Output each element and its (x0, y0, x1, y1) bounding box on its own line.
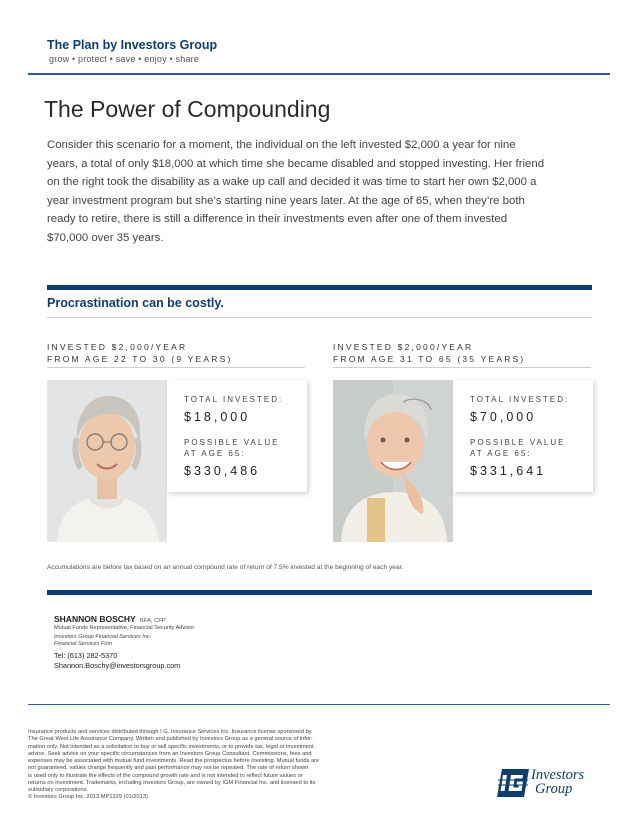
right-invest-line1: INVESTED $2,000/YEAR (333, 342, 474, 352)
logo-word-investors: Investors (531, 767, 585, 783)
brand-tagline: grow • protect • save • enjoy • share (49, 54, 200, 64)
intro-line: on the right took the disability as a wake up call and decided it was time to start her own $2,000 a (47, 176, 537, 188)
advisor-company: Investors Group Financial Services Inc. (54, 634, 152, 640)
copyright-line: © Investors Group Inc. 2013 MP1329 (01/2013) (28, 794, 148, 801)
intro-line: year investment program but she’s starting nine years later. At the age of 65, when they’re both (47, 194, 525, 207)
investors-group-logo (497, 767, 605, 799)
section-title: Procrastination can be costly. (47, 296, 224, 310)
advisor-email[interactable]: Shannon.Boschy@investorsgroup.com (54, 661, 181, 670)
advisor-band-rule (47, 590, 592, 595)
intro-line: years, a total of only $18,000 at which time she became disabled and stopped investing. Her friend (47, 157, 545, 170)
section-subrule (47, 317, 592, 318)
intro-line: $70,000 over 35 years. (47, 231, 164, 244)
advisor-name-text: SHANNON BOSCHY (54, 614, 136, 624)
left-possible-line2: AT AGE 65: (184, 449, 246, 458)
left-invest-rule (47, 367, 305, 368)
left-total-label: TOTAL INVESTED: (184, 395, 284, 404)
advisor-tel: Tel: (613) 282-5370 (54, 651, 118, 660)
left-possible-value: $330,486 (184, 464, 261, 478)
disclaimer-line: not guaranteed, values change frequently and past performance may not be repeated. The rate of return shown (28, 765, 309, 772)
advisor-firm: Financial Services Firm (54, 641, 113, 647)
intro-paragraph (47, 136, 592, 247)
disclaimer-line: mation only. Not intended as a solicitation to buy or sell specific investments, or to provide tax, legal or investment (28, 743, 314, 750)
smiling-woman-photo (333, 380, 453, 542)
disclaimer (28, 729, 368, 802)
left-invest-line1: INVESTED $2,000/YEAR (47, 342, 188, 352)
intro-line: ready to retire, there is still a difference in their investments even after one of them invested (47, 213, 508, 225)
left-invest-line2: FROM AGE 22 TO 30 (9 YEARS) (47, 354, 233, 364)
left-possible-line1: POSSIBLE VALUE (184, 438, 280, 447)
right-total-label: TOTAL INVESTED: (470, 395, 570, 404)
right-possible-line2: AT AGE 65: (470, 449, 532, 458)
left-invest-label (47, 341, 233, 365)
right-info-box (453, 380, 593, 492)
ig-logo-icon (497, 769, 529, 797)
elderly-woman-photo (47, 380, 167, 542)
logo-word-group: Group (535, 781, 573, 797)
right-possible-line1: POSSIBLE VALUE (470, 438, 566, 447)
disclaimer-line: advice. Seek advice on your specific circumstances from an Investors Group Consultant. Commissions, fees and (28, 750, 312, 757)
disclaimer-line: expenses may be associated with mutual fund investments. Read the prospectus before investing. Mutual funds are (28, 758, 320, 764)
right-invest-rule (333, 367, 591, 368)
left-total-value: $18,000 (184, 410, 251, 424)
right-total-value: $70,000 (470, 410, 537, 424)
disclaimer-line: Insurance products and services distributed through I.G. Insurance Services Inc. Insurance license sponsored by (28, 729, 312, 735)
footer-divider (28, 704, 610, 705)
disclaimer-line: is used only to illustrate the effects of the compound growth rate and is not intended to reflect future values or (28, 772, 303, 779)
right-invest-label (333, 341, 525, 365)
right-possible-value: $331,641 (470, 464, 547, 478)
brand-title: The Plan by Investors Group (47, 38, 218, 52)
disclaimer-line: returns on investment. Trademarks, including Investors Group, are owned by IGM Financial Inc. and licensed to its (28, 779, 316, 786)
header-divider (28, 73, 610, 75)
advisor-credentials: BFA, CFP (139, 618, 166, 624)
section-band-rule (47, 285, 592, 290)
intro-line: Consider this scenario for a moment, the individual on the left invested $2,000 a year for nine (47, 139, 516, 151)
disclaimer-line: The Great-West Life Assurance Company. Written and published by Investors Group as a general source of infor- (28, 736, 313, 743)
advisor-name (54, 614, 166, 624)
accumulation-note: Accumulations are before tax based on an annual compound rate of return of 7.5% invested at the beginning of each year. (47, 564, 404, 571)
page-title: The Power of Compounding (44, 96, 331, 122)
left-info-box (167, 380, 307, 492)
advisor-role: Mutual Funds Representative, Financial Security Advisor (54, 625, 195, 631)
right-invest-line2: FROM AGE 31 TO 65 (35 YEARS) (333, 354, 526, 364)
disclaimer-line: subsidiary corporations. (28, 787, 89, 793)
